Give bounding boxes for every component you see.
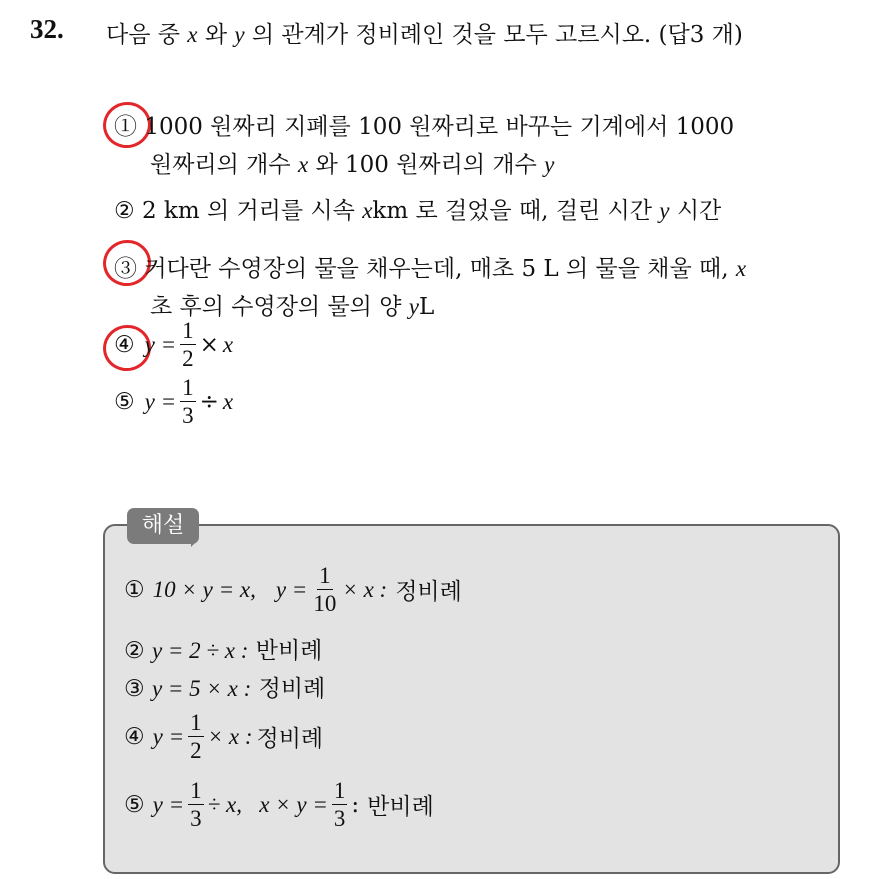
- solution-row-1-eq1: 10 × y = x,: [152, 576, 256, 602]
- question-post: 의 관계가 정비례인 것을 모두 고르시오. (답3 개): [251, 22, 743, 48]
- option-3-var-x: x: [735, 256, 747, 281]
- solution-row-5-frac1-den: 3: [190, 806, 202, 832]
- solution-row-1-eq2-rhs: × x :: [342, 576, 388, 602]
- option-3-line1: 커다란 수영장의 물을 채우는데, 매초 5 L 의 물을 채울 때,: [144, 256, 729, 282]
- option-4-op: ×: [199, 331, 219, 358]
- solution-row-3: [124, 670, 325, 703]
- option-2-a: 2 km 의 거리를 시속: [141, 198, 355, 224]
- solution-row-3-result: 정비례: [258, 676, 326, 702]
- solution-row-1-frac-num: 1: [317, 563, 333, 590]
- option-4-rhs: x: [222, 331, 234, 357]
- option-2-c: 시간: [676, 198, 722, 224]
- option-3-num: ③: [114, 256, 137, 282]
- question-wa: 와: [204, 22, 228, 48]
- option-4-frac-num: 1: [180, 318, 196, 345]
- option-5-frac-den: 3: [182, 403, 194, 429]
- option-1-line2: [150, 146, 554, 179]
- solution-row-5: [124, 778, 434, 832]
- option-2-b: km 로 걸었을 때, 걸린 시간: [372, 198, 652, 224]
- solution-row-5-frac2-num: 1: [332, 778, 348, 805]
- solution-tag: 해설: [127, 508, 199, 544]
- question-var-x: x: [187, 22, 198, 47]
- solution-row-5-num: ⑤: [124, 791, 145, 818]
- option-5[interactable]: [114, 375, 233, 429]
- option-1-num: ①: [114, 114, 137, 140]
- option-2-var-y: y: [659, 198, 670, 223]
- option-2[interactable]: [114, 192, 721, 225]
- solution-row-2-result: 반비례: [255, 638, 323, 664]
- option-5-num: ⑤: [114, 388, 135, 415]
- option-3-line2-a: 초 후의 수영장의 물의 양: [150, 294, 402, 320]
- solution-row-1-num: ①: [124, 576, 145, 603]
- solution-row-4: [124, 710, 323, 764]
- option-4-num: ④: [114, 331, 135, 358]
- solution-row-5-fraction-1: [188, 778, 204, 832]
- solution-row-1-eq2-lhs: y =: [275, 576, 308, 602]
- solution-row-5-mid: ÷ x, x × y =: [207, 791, 328, 817]
- solution-row-1-result: 정비례: [395, 579, 462, 606]
- option-4-frac-den: 2: [182, 346, 194, 372]
- option-5-rhs: x: [222, 388, 234, 414]
- question-number: 32.: [30, 14, 64, 44]
- option-5-lhs: y =: [144, 388, 177, 414]
- option-1-line2-b: 와 100 원짜리의 개수: [315, 152, 537, 178]
- option-1-var-x: x: [297, 152, 309, 177]
- solution-row-4-fraction: [188, 710, 204, 764]
- option-4-lhs: y =: [144, 331, 177, 357]
- solution-row-1-frac-den: 10: [313, 591, 337, 617]
- solution-row-5-rhs: :: [351, 791, 360, 818]
- solution-row-3-num: ③: [124, 676, 145, 702]
- solution-row-5-frac2-den: 3: [333, 806, 346, 832]
- solution-row-4-frac-num: 1: [188, 710, 204, 737]
- solution-row-5-fraction-2: [332, 778, 348, 832]
- solution-row-4-rhs: × x :: [207, 723, 253, 749]
- solution-row-2-num: ②: [124, 638, 145, 664]
- question-text: [106, 16, 743, 49]
- option-3-line2: [150, 288, 434, 321]
- option-3[interactable]: [114, 250, 746, 283]
- option-1-line2-a: 원짜리의 개수: [150, 152, 291, 178]
- option-5-frac-num: 1: [180, 375, 196, 402]
- option-4[interactable]: [114, 318, 233, 372]
- solution-row-4-lhs: y =: [152, 723, 185, 749]
- option-4-fraction: [180, 318, 196, 372]
- solution-row-5-frac1-num: 1: [188, 778, 204, 805]
- option-1[interactable]: [114, 108, 734, 141]
- option-5-fraction: [180, 375, 196, 429]
- solution-row-1-fraction: [311, 563, 338, 617]
- solution-row-2: [124, 632, 322, 665]
- option-5-op: ÷: [199, 388, 219, 415]
- solution-row-5-result: 반비례: [367, 794, 434, 821]
- solution-row-5-lhs: y =: [152, 791, 185, 817]
- question-pre: 다음 중: [106, 22, 180, 48]
- option-2-num: ②: [114, 198, 135, 224]
- solution-row-1: [124, 563, 462, 617]
- option-1-line1: 1000 원짜리 지폐를 100 원짜리로 바꾸는 기계에서 1000: [144, 114, 735, 140]
- question-var-y: y: [234, 22, 245, 47]
- option-2-var-x: x: [362, 198, 373, 223]
- solution-row-4-frac-den: 2: [190, 738, 202, 764]
- option-3-var-y: y: [408, 294, 419, 319]
- solution-row-2-eq: y = 2 ÷ x :: [151, 638, 249, 663]
- option-3-line2-b: L: [418, 294, 435, 320]
- question-header: [30, 14, 64, 45]
- solution-row-3-eq: y = 5 × x :: [151, 676, 252, 701]
- solution-row-4-result: 정비례: [256, 726, 324, 753]
- solution-row-4-num: ④: [124, 723, 145, 750]
- option-1-var-y: y: [544, 152, 555, 177]
- solution-tag-tail: [191, 539, 199, 547]
